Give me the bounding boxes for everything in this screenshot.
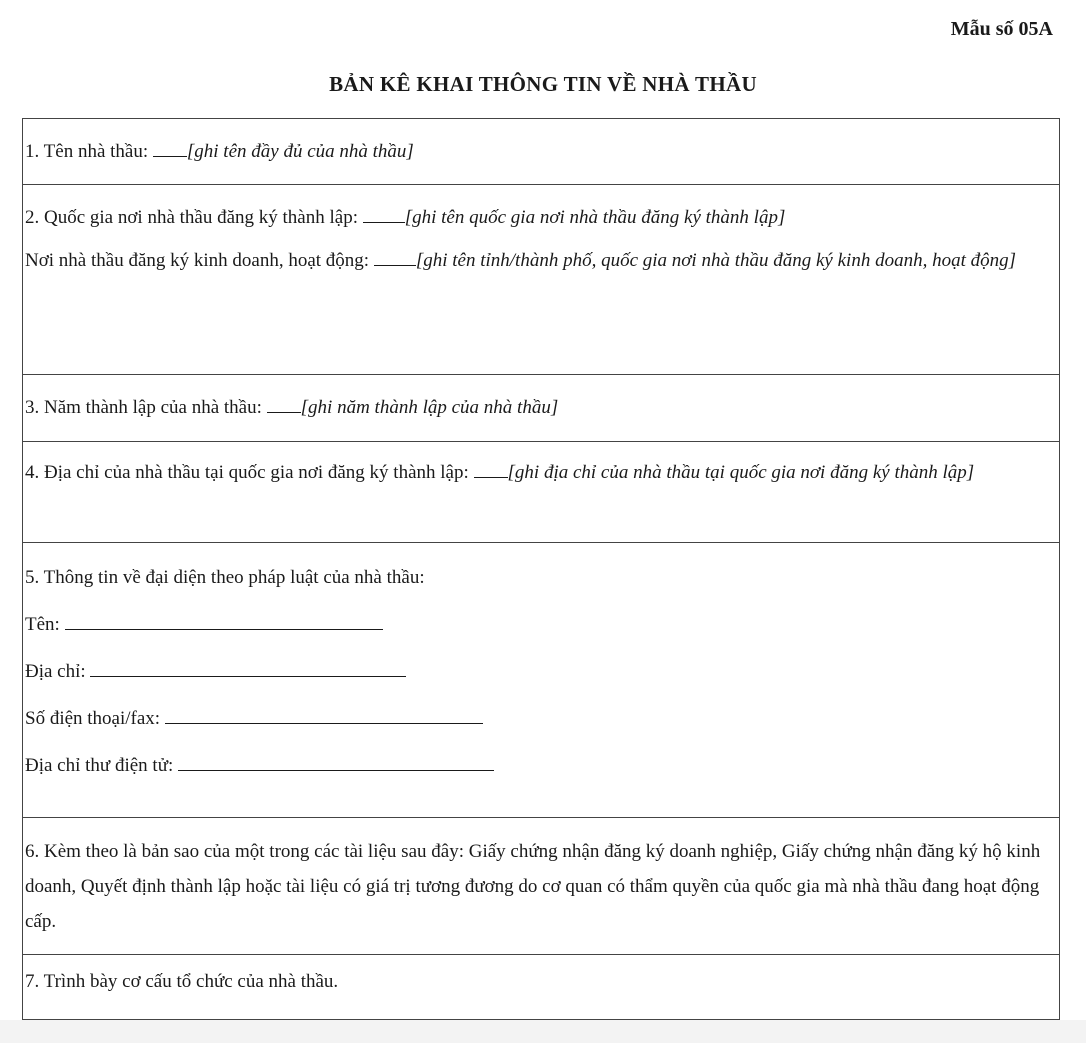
email-fill-line: [178, 752, 494, 771]
phone-fill-line: [165, 705, 483, 724]
row-contractor-address: [23, 442, 1059, 543]
email-label: Địa chỉ thư điện tử:: [25, 755, 179, 776]
name-label: Tên:: [25, 614, 65, 635]
row-hint: [ghi tên đầy đủ của nhà thầu]: [186, 141, 414, 162]
row-text: 7. Trình bày cơ cấu tổ chức của nhà thầu.: [25, 971, 339, 992]
row-text: 6. Kèm theo là bản sao của một trong các tài liệu sau đây: Giấy chứng nhận đăng ký doanh nghiệp, Giấy chứng nhận đăng ký hộ kinh doanh, Quyết định thành lập hoặc tài liệu có giá trị tương đương do cơ quan có thẩm quyền của quốc gia mà nhà thầu đang hoạt động cấp.: [25, 841, 1041, 932]
row-hint: [ghi địa chỉ của nhà thầu tại quốc gia nơi đăng ký thành lập]: [507, 462, 975, 483]
row-heading: 5. Thông tin về đại diện theo pháp luật của nhà thầu:: [25, 567, 425, 588]
blank-line: [153, 140, 187, 157]
document-title: BẢN KÊ KHAI THÔNG TIN VỀ NHÀ THẦU: [329, 72, 757, 96]
address-label: Địa chỉ:: [25, 661, 91, 682]
row-label: 4. Địa chỉ của nhà thầu tại quốc gia nơi đăng ký thành lập:: [25, 462, 474, 483]
row-legal-representative: [23, 543, 1059, 818]
blank-line: [474, 461, 508, 478]
row-attached-documents: [23, 818, 1059, 955]
contractor-info-table: [22, 118, 1060, 1020]
name-fill-line: [65, 611, 383, 630]
blank-line: [267, 396, 301, 413]
row-label: 3. Năm thành lập của nhà thầu:: [25, 397, 267, 418]
row-contractor-name: [23, 119, 1059, 185]
row-founding-year: [23, 375, 1059, 442]
row-label: 2. Quốc gia nơi nhà thầu đăng ký thành lập:: [25, 207, 363, 228]
row-hint: [ghi năm thành lập của nhà thầu]: [300, 397, 559, 418]
row-hint: [ghi tên tỉnh/thành phố, quốc gia nơi nhà thầu đăng ký kinh doanh, hoạt động]: [415, 250, 1016, 271]
row-label: Nơi nhà thầu đăng ký kinh doanh, hoạt động:: [25, 250, 374, 271]
address-fill-line: [90, 658, 406, 677]
blank-line: [374, 249, 416, 266]
form-code: Mẫu số 05A: [950, 18, 1053, 40]
row-organization-structure: [23, 955, 1059, 1019]
row-hint: [ghi tên quốc gia nơi nhà thầu đăng ký thành lập]: [404, 207, 786, 228]
row-registration-country: [23, 185, 1059, 375]
row-label: 1. Tên nhà thầu:: [25, 141, 153, 162]
blank-line: [363, 206, 405, 223]
phone-label: Số điện thoại/fax:: [25, 708, 165, 729]
